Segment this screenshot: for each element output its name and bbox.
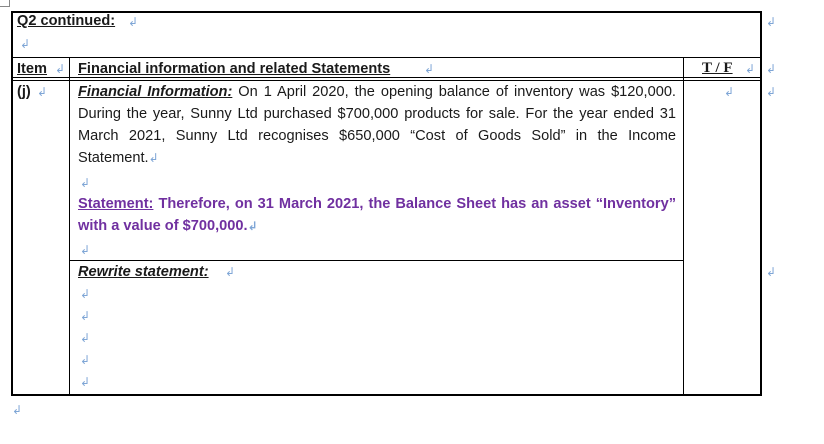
return-mark: ↲ xyxy=(20,37,31,51)
financial-information-text: On 1 April 2020, the opening balance of inventory was $120,000. During the year, Sunny Ltd purchased $700,000 products for sale. For the year ended 31 March 2021, Sunny Ltd recognises $650,000 “Cost of Goods Sold” in the Income Statement. xyxy=(78,84,676,166)
return-mark: ↲ xyxy=(724,85,735,99)
financial-information-label: Financial Information: xyxy=(78,84,233,100)
row-item-label: (j) xyxy=(17,84,31,100)
return-mark: ↲ xyxy=(80,243,91,257)
column-header-tf: T / F xyxy=(702,60,733,76)
column-header-item: Item xyxy=(17,61,48,77)
return-mark: ↲ xyxy=(745,62,756,76)
return-mark: ↲ xyxy=(766,85,777,99)
column-header-info: Financial information and related Statements xyxy=(78,61,391,77)
return-mark: ↲ xyxy=(12,403,23,417)
return-mark: ↲ xyxy=(80,309,91,323)
return-mark: ↲ xyxy=(247,219,258,233)
column-divider-tf xyxy=(683,57,684,395)
column-divider-item xyxy=(69,57,70,395)
statement-text: Therefore, on 31 March 2021, the Balance Sheet has an asset “Inventory” with a value of $700,000. xyxy=(78,196,676,234)
table-border-top xyxy=(11,11,762,13)
return-mark: ↲ xyxy=(128,15,139,29)
rewrite-statement-label: Rewrite statement: xyxy=(78,264,209,280)
return-mark: ↲ xyxy=(80,375,91,389)
financial-information-paragraph xyxy=(78,81,676,169)
return-mark: ↲ xyxy=(80,287,91,301)
return-mark: ↲ xyxy=(766,15,777,29)
return-mark: ↲ xyxy=(55,62,66,76)
return-mark: ↲ xyxy=(80,176,91,190)
statement-label: Statement: xyxy=(78,196,154,212)
statement-paragraph xyxy=(78,193,676,237)
return-mark: ↲ xyxy=(225,265,236,279)
return-mark: ↲ xyxy=(766,62,777,76)
page-corner-mark-v xyxy=(9,0,10,7)
return-mark: ↲ xyxy=(148,151,159,165)
return-mark: ↲ xyxy=(80,353,91,367)
table-border-left xyxy=(11,11,13,396)
return-mark: ↲ xyxy=(424,62,435,76)
table-border-bottom xyxy=(11,394,762,396)
table-border-right xyxy=(760,11,762,396)
section-title: Q2 continued: xyxy=(17,13,116,29)
rewrite-answer-area[interactable] xyxy=(72,284,680,392)
return-mark: ↲ xyxy=(80,331,91,345)
tf-answer-cell[interactable] xyxy=(685,82,759,393)
return-mark: ↲ xyxy=(37,85,48,99)
return-mark: ↲ xyxy=(766,265,777,279)
